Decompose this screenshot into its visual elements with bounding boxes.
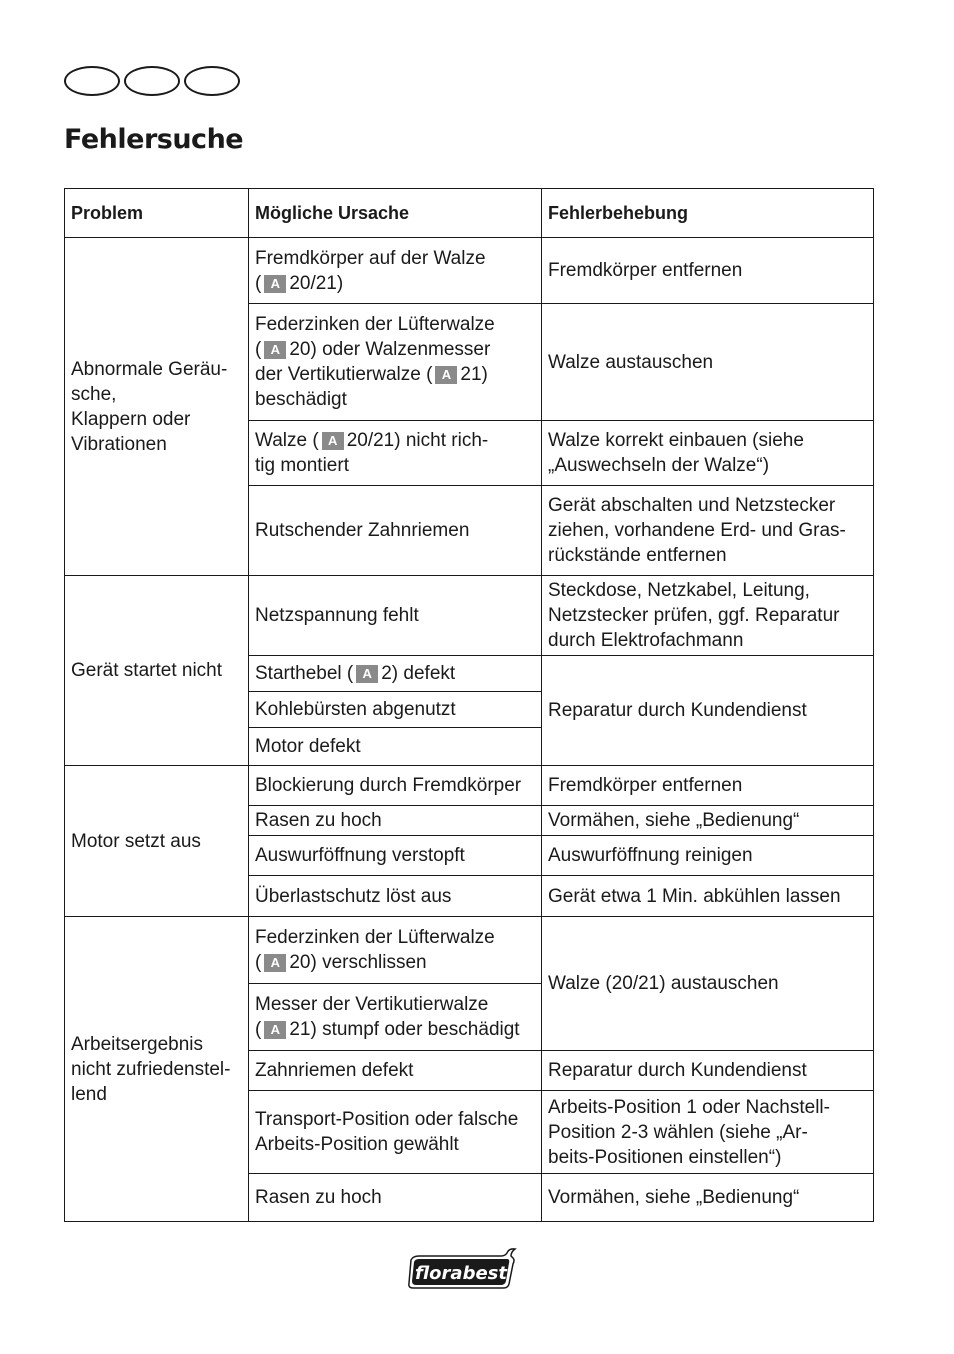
header-cause: Mögliche Ursache: [249, 189, 542, 238]
problem-cell: [65, 766, 249, 917]
cause-text: 20) oder Walzenmesser der Vertikutierwalze (: [255, 339, 491, 385]
cause-text: 21) beschädigt: [255, 364, 488, 410]
cause-cell: [249, 1091, 542, 1174]
remedy-text: Arbeits-Position 1 oder Nachstell- Position 2-3 wählen (siehe „Ar- beits-Positionen einstellen“): [548, 1096, 830, 1168]
remedy-text: Vormähen, siehe „Bedienung“: [548, 1187, 800, 1208]
remedy-cell: [542, 576, 874, 656]
figure-ref-badge: A: [356, 665, 378, 683]
remedy-cell: [542, 766, 874, 806]
header-remedy: Fehlerbehebung: [542, 189, 874, 238]
cause-cell: [249, 728, 542, 766]
remedy-text: Gerät etwa 1 Min. abkühlen lassen: [548, 885, 841, 907]
cause-cell: [249, 656, 542, 692]
figure-ref-badge: A: [264, 341, 286, 359]
remedy-text: Fremdkörper entfernen: [548, 775, 743, 796]
cause-text: 20/21): [289, 272, 344, 294]
remedy-cell: [542, 836, 874, 876]
logo-text: florabest: [415, 1263, 507, 1284]
remedy-text: Fremdkörper entfernen: [548, 260, 743, 281]
cause-text: Rutschender Zahnriemen: [255, 520, 470, 541]
header-problem: Problem: [65, 189, 249, 238]
cause-text: Federzinken der Lüfterwalze (: [255, 314, 495, 360]
cause-text: Auswurföffnung verstopft: [255, 845, 465, 866]
cause-text: Starthebel (: [255, 663, 354, 684]
remedy-text: Steckdose, Netzkabel, Leitung, Netzstecker prüfen, ggf. Reparatur durch Elektrofachmann: [548, 580, 840, 651]
cause-text: 2) defekt: [381, 663, 456, 684]
cause-text: Blockierung durch Fremdkörper: [255, 775, 522, 796]
language-ovals: [64, 66, 240, 96]
language-oval: [124, 66, 180, 96]
cause-cell: [249, 576, 542, 656]
figure-ref-badge: A: [264, 954, 286, 972]
remedy-text: Reparatur durch Kundendienst: [548, 700, 807, 721]
figure-ref-badge: A: [264, 1021, 286, 1039]
problem-cell: [65, 576, 249, 766]
problem-cell: [65, 238, 249, 576]
cause-cell: [249, 238, 542, 304]
cause-text: Rasen zu hoch: [255, 1187, 382, 1208]
cause-cell: [249, 1051, 542, 1091]
page-title: Fehlersuche: [64, 124, 244, 155]
table-row: [65, 917, 874, 984]
cause-cell: [249, 806, 542, 836]
language-oval: [184, 66, 240, 96]
remedy-cell: [542, 238, 874, 304]
cause-text: Rasen zu hoch: [255, 810, 382, 831]
troubleshooting-table: [64, 188, 874, 1222]
cause-cell: [249, 486, 542, 576]
cause-cell: [249, 836, 542, 876]
cause-cell: [249, 984, 542, 1051]
remedy-text: Vormähen, siehe „Bedienung“: [548, 810, 800, 831]
cause-cell: [249, 304, 542, 421]
problem-text: Arbeitsergebnis nicht zufriedenstel- lend: [71, 1033, 231, 1105]
cause-cell: [249, 692, 542, 728]
remedy-text: Walze korrekt einbauen (siehe „Auswechseln der Walze“): [548, 430, 804, 476]
remedy-cell: [542, 806, 874, 836]
remedy-cell: [542, 1051, 874, 1091]
cause-text: Federzinken der Lüfterwalze (: [255, 927, 495, 973]
remedy-cell: [542, 304, 874, 421]
cause-text: Kohlebürsten abgenutzt: [255, 699, 456, 720]
table-row: [65, 766, 874, 806]
remedy-cell: [542, 876, 874, 917]
remedy-text: Gerät abschalten und Netzstecker ziehen, vorhandene Erd- und Gras- rückstände entfernen: [548, 495, 846, 566]
figure-ref-badge: A: [322, 432, 344, 450]
table-row: [65, 576, 874, 656]
figure-ref-badge: A: [264, 275, 286, 293]
problem-cell: [65, 917, 249, 1222]
cause-text: 20) verschlissen: [289, 952, 427, 973]
problem-text: Gerät startet nicht: [71, 660, 223, 681]
cause-text: Walze (: [255, 430, 319, 451]
table-header-row: [65, 189, 874, 238]
cause-cell: [249, 766, 542, 806]
figure-ref-badge: A: [435, 366, 457, 384]
cause-cell: [249, 917, 542, 984]
cause-text: 20/21) nicht rich- tig montiert: [255, 430, 489, 476]
remedy-text: Auswurföffnung reinigen: [548, 845, 753, 866]
remedy-cell: [542, 486, 874, 576]
remedy-cell: [542, 1091, 874, 1174]
remedy-text: Walze austauschen: [548, 351, 714, 373]
cause-cell: [249, 876, 542, 917]
remedy-cell: [542, 917, 874, 1051]
cause-text: Motor defekt: [255, 736, 361, 757]
cause-text: Transport-Position oder falsche Arbeits-Position gewählt: [255, 1109, 519, 1155]
remedy-cell: [542, 1174, 874, 1222]
problem-text: Abnormale Geräu- sche, Klappern oder Vibrationen: [71, 358, 228, 455]
cause-text: Überlastschutz löst aus: [255, 885, 452, 907]
problem-text: Motor setzt aus: [71, 830, 201, 852]
remedy-text: Reparatur durch Kundendienst: [548, 1060, 807, 1081]
remedy-cell: [542, 421, 874, 486]
cause-cell: [249, 421, 542, 486]
cause-cell: [249, 1174, 542, 1222]
cause-text: 21) stumpf oder beschädigt: [289, 1019, 520, 1040]
remedy-text: Walze (20/21) austauschen: [548, 973, 779, 994]
language-oval: [64, 66, 120, 96]
cause-text: Fremdkörper auf der Walze (: [255, 247, 486, 294]
remedy-cell: [542, 656, 874, 766]
cause-text: Messer der Vertikutierwalze (: [255, 994, 489, 1040]
table-row: [65, 238, 874, 304]
cause-text: Zahnriemen defekt: [255, 1060, 414, 1081]
cause-text: Netzspannung fehlt: [255, 605, 419, 626]
florabest-logo: [405, 1248, 519, 1290]
